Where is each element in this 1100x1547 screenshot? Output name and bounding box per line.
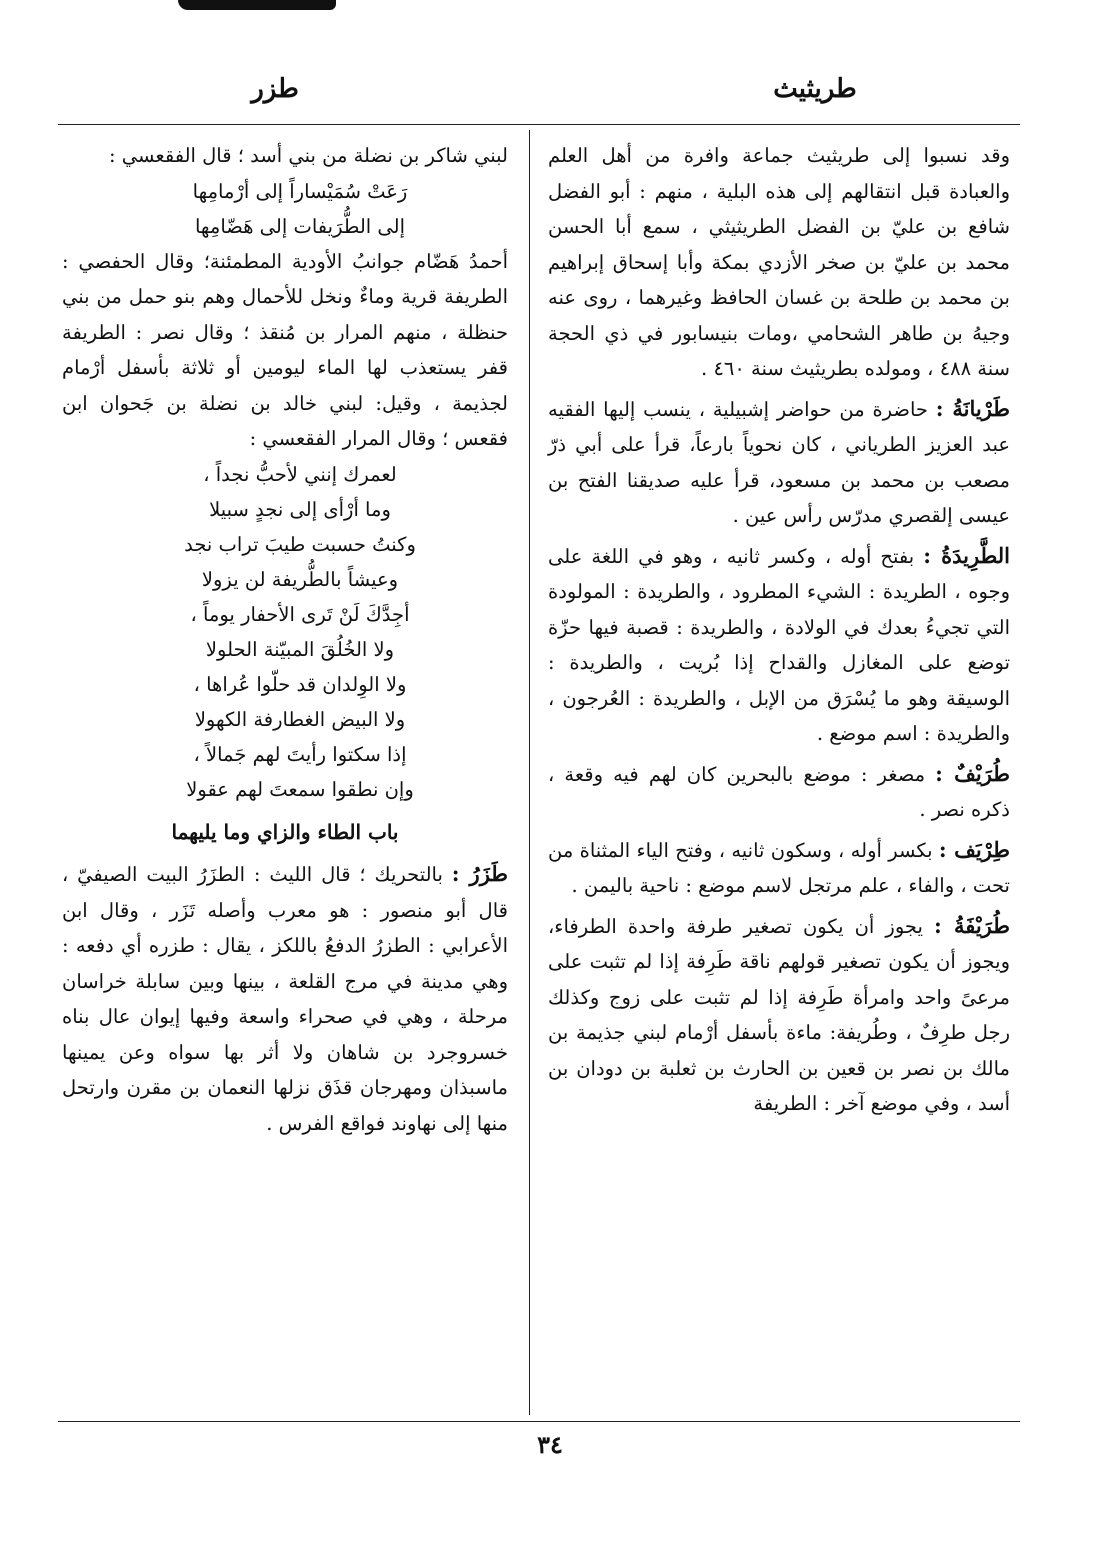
entry-text: بالتحريك ؛ قال الليث : الطزَرُ البيت الصيفيّ ، قال أبو منصور : هو معرب وأصله تَزَر ، وقال ابن الأعرابي : الطزرُ الدفعُ باللكز ، يقال : طزره أي دفعه : وهي مدينة في مرج القلعة ، بينها وبين سابلة خراسان مرحلة ، وهي في صحراء واسعة وفيها إيوان عال بناه خسروجرد بن شاهان ولا أثر بها سواه وعن يمينها ماسبذان ومهرجان قذَق نزلها النعمان بن مقرن وارتحل منها إلى نهاوند فواقع الفرس . [62, 863, 508, 1135]
paragraph: لبني شاكر بن نضلة من بني أسد ؛ قال الفقعسي : [109, 144, 508, 167]
entry-text: بفتح أوله ، وكسر ثانيه ، وهو في اللغة على وجوه ، الطريدة : الشيء المطرود ، والطريدة : المولودة التي تجيءُ بعدك في الولادة ، والطريدة : قصبة فيها حزّة توضع على المغازل والقداح إذا بُريت ، والطريدة : الوسيقة وهو ما يُسْرَق من الإبل ، والطريدة : العُرجون ، والطريدة : اسم موضع . [548, 544, 1010, 745]
headword: الطَّرِيدَةُ : [923, 542, 1010, 568]
header-rule [58, 124, 1020, 125]
headword: طَرْيانَةُ : [935, 395, 1010, 421]
verse-line: أجِدَّكَ لَنْ تَرى الأحفار يوماً ، [190, 602, 410, 626]
entry-text: حاضرة من حواضر إشبيلية ، ينسب إليها الفقيه عبد العزيز الطرياني ، كان نحوياً بارعاً، قرأ على أبي ذرّ مصعب بن محمد بن مسعود، قرأ عليه صديقنا الفتح بن عيسى إلقصري مدرّس رأس عين . [548, 397, 1010, 527]
entry-turayf [548, 756, 1010, 828]
entry-text: بكسر أوله ، وسكون ثانيه ، وفتح الياء المثناة من تحت ، والفاء ، علم مرتجل لاسم موضع : ناحية باليمن . [548, 838, 1010, 897]
column-divider [529, 130, 530, 1415]
running-head-right: طريثيث [773, 74, 857, 104]
page-number: ٣٤ [537, 1430, 563, 1459]
entry-text: يجوز أن يكون تصغير طرفة واحدة الطرفاء، ويجوز أن يكون تصغير قولهم ناقة طَرِفة إذا لم تثبت على مرعىً واحد وامرأة طَرِفة إذا لم تثبت على زوج وكذلك رجل طرِفٌ ، وطُريفة: ماءة بأسفل أرْمام لبني جذيمة بن مالك بن نصر بن قعين بن الحارث بن ثعلبة بن دودان بن أسد ، وفي موضع آخر : الطريفة [548, 914, 1010, 1115]
section-title: باب الطاء والزاي وما يليهما [171, 819, 399, 844]
entry-taryana [548, 391, 1010, 534]
verse-line: ولا البيض الغطارفة الكهولا [194, 707, 406, 731]
headword: طُرَيْفَةُ : [934, 912, 1010, 938]
headword: طِرْيَف : [938, 836, 1010, 862]
verse-line: إذا سكتوا رأيتَ لهم جَمالاً ، [193, 742, 407, 766]
verse-line: لعمرك إنني لأحبُّ نجداً ، [203, 462, 397, 486]
entry-tazar [62, 856, 508, 1141]
entry-turayfa [548, 908, 1010, 1122]
left-column [62, 138, 508, 1141]
verse-line: رَعَتْ سُمَيْساراً إلى أرْمامِها [192, 179, 408, 203]
verse-line: وإن نطقوا سمعتَ لهم عقولا [186, 777, 414, 801]
running-head-left: طزر [251, 74, 299, 104]
footer-rule [58, 1421, 1020, 1422]
entry-tarida [548, 538, 1010, 752]
verse-line: ولا الخُلُقَ المبيّنة الحلولا [205, 637, 395, 661]
entry-text: مصغر : موضع بالبحرين كان لهم فيه وقعة ، ذكره نصر . [548, 762, 1010, 821]
verse-line: وعيشاً بالطُّريفة لن يزولا [201, 567, 399, 591]
paragraph: وقد نسبوا إلى طريثيث جماعة وافرة من أهل العلم والعبادة قبل انتقالهم إلى هذه البلية ، منهم : أبو الفضل شافع بن عليّ بن الفضل الطريثيثي ، سمع أبا الحسن محمد بن عليّ بن صخر الأزدي بمكة وأبا إسحاق إبراهيم بن محمد بن طلحة بن غسان الحافظ وغيرهما ، روى عنه وجيهُ بن طاهر الشحامي ،ومات بنيسابور في ذي الحجة سنة ٤٨٨ ، ومولده بطريثيث سنة ٤٦٠ . [548, 144, 1010, 380]
top-edge-mark [178, 0, 336, 10]
verse-line: إلى الطُّرَيفات إلى هَضّامِها [194, 214, 406, 238]
headword: طَزَرُ : [451, 861, 508, 886]
right-column [548, 138, 1010, 1122]
headword: طُرَيْفٌ : [935, 760, 1010, 786]
paragraph: أحمدُ هَضّام جوانبُ الأودية المطمئنة؛ وقال الحفصي : الطريفة قرية وماءٌ ونخل للأحمال وهم بنو حمل من بني حنظلة ، منهم المرار بن مُنقذ ؛ وقال نصر : الطريفة قفر يستعذب لها الماء ليومين أو ثلاثة بأسفل أرْمام لجذيمة ، وقيل: لبني خالد بن نضلة بن جَحوان ابن فقعس ؛ وقال المرار الفقعسي : [62, 249, 508, 450]
entry-tiryaf [548, 832, 1010, 904]
verse-line: وكنتُ حسبت طيبَ تراب نجد [184, 532, 416, 556]
verse-line: وما أرْأى إلى نجدٍ سبيلا [209, 497, 391, 521]
verse-line: ولا الوِلدان قد حلّوا عُراها ، [193, 672, 407, 696]
